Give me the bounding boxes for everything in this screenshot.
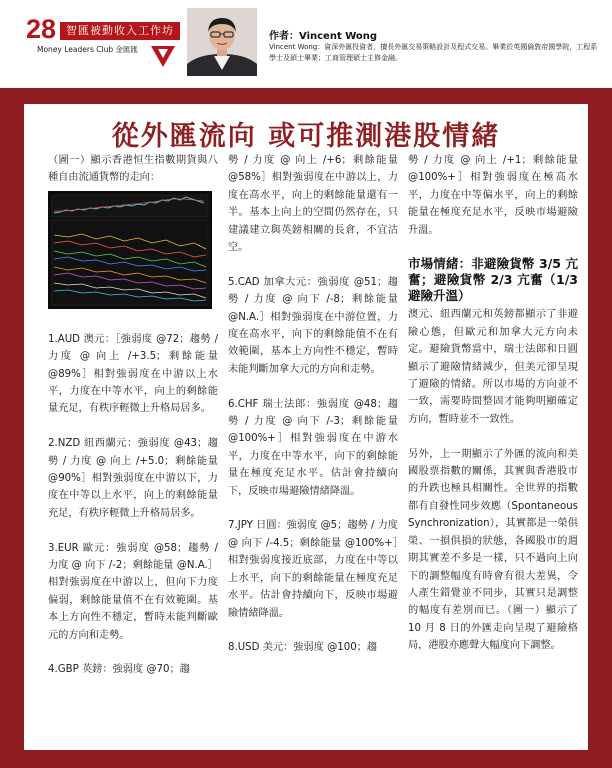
nzd-paragraph: 2.NZD 紐西蘭元：強弱度 @43；趨勢 / 力度 @ 向上 /+5.0；剩餘能量 @90%］相對強弱度在中游以下，力度在中等以上水平，向上的剩餘能量充足，有秩序輕微上升格局居多。 [48, 438, 218, 519]
synchronization-paragraph: 另外，上一期顯示了外匯的流向和美國股票指數的關係，其實與香港股市的升跌也極具相關性。全世界的指數都有自發性同步效應（Spontaneous Synchronization），其實都是一榮俱榮、一損俱損的狀態，各國股市的週期其實差不多是一樣，只不過向上向下的調整幅度有時會有很大差異，令人產生錯覺並不同步，其實只是調整的幅度有差別而已。（圖一）顯示了 10 月 8 日的外匯走向呈現了避險格局，港股亦應聲大幅度向下調整。 [408, 448, 578, 652]
author-portrait-icon [187, 8, 257, 76]
author-bio: Vincent Wong：資深外匯投資者，擅長外匯交易策略設計及程式交易。畢業於英國倫敦帝國學院，工程系學士及碩士畢業；工商管理碩士主修金融。 [269, 43, 598, 62]
page-number: 28 [26, 14, 57, 44]
market-sentiment-subtitle: 市場情緒：非避險貨幣 3/5 亢奮；避險貨幣 2/3 亢奮（1/3 避險升溫） [408, 256, 578, 304]
usd-paragraph-cont: 勢 / 力度 @ 向上 /+1；剩餘能量 @100%+］相對強弱度在極高水平，力度在中等偏水平，向上的剩餘能量在極度充足水平，反映市場避險升溫。 [408, 155, 578, 236]
forex-chart-figure [48, 191, 212, 309]
page-header [0, 0, 612, 80]
column-subtitle: Money Leaders Club 金匯匯 [37, 45, 138, 54]
gbp-paragraph-cont: 勢 / 力度 @ 向上 /+6；剩餘能量 @58%］相對強弱度在中游以上，力度在高水平，向上的剩餘能量還有一半。基本上向上的空間仍然存在，只建議建立與英鎊相關的長倉，不宜沽空。 [228, 155, 398, 254]
gbp-paragraph-start: 4.GBP 英鎊：強弱度 @70；趨 [48, 664, 190, 676]
chf-paragraph: 6.CHF 瑞士法郎：強弱度 @48；趨勢 / 力度 @ 向下 /-3；剩餘能量 @100%+］相對強弱度在中游水平，力度在中等水平，向下的剩餘能量在極度充足水平。估計會持續向下，反映市場避險情緒降溫。 [228, 398, 398, 497]
article-title: 從外匯流向 或可推測港股情緒 [111, 121, 501, 152]
brand-logo-icon [150, 43, 176, 69]
author-name: 作者：Vincent Wong [269, 31, 378, 42]
figure-intro: （圖一）顯示香港恒生指數期貨與八種自由流通貨幣的走向： [48, 155, 218, 184]
column-2 [228, 152, 398, 674]
author-photo [187, 8, 257, 76]
cad-paragraph: 5.CAD 加拿大元：強弱度 @51；趨勢 / 力度 @ 向下 /-8；剩餘能量 @N.A.］相對強弱度在中游位置，力度在高水平，向下的剩餘能值不在有效範圍，基本上方向性不穩定，暫時未能判斷加拿大元的方向和走勢。 [228, 276, 398, 375]
aud-paragraph: 1.AUD 澳元：［強弱度 @72；趨勢 / 力度 @ 向上 /+3.5；剩餘能量 @89%］相對強弱度在中游以上水平，力度在中等水平，向上的剩餘能量充足，有秩序輕微上升格局居多。 [48, 333, 218, 415]
usd-paragraph-start: 8.USD 美元：強弱度 @100；趨 [228, 642, 378, 654]
column-3 [408, 152, 578, 672]
jpy-paragraph: 7.JPY 日圓：強弱度 @5；趨勢 / 力度 @ 向下 /-4.5；剩餘能量 @100%+］相對強弱度接近底部，力度在中等以上水平，向下的剩餘能量在極度充足水平。估計會持續向下，反映市場避險情緒降溫。 [228, 520, 398, 619]
eur-paragraph: 3.EUR 歐元：強弱度 @58；趨勢 / 力度 @ 向下 /-2；剩餘能量 @N.A.］相對強弱度在中游以上，但向下力度偏弱，剩餘能量值不在有效範圍。基本上方向性不穩定，暫時未能判斷歐元的方向和走勢。 [48, 542, 218, 641]
column-name: 智匯被動收入工作坊 [60, 22, 180, 40]
sentiment-paragraph: 澳元、紐西蘭元和英鎊都顯示了非避險心態，但歐元和加拿大元方向未定。避險貨幣當中，瑞士法郎和日圓顯示了避險情緒減少，但美元卻呈現了避險的情緒。所以市場的方向並不一致，需要時間整固才能夠明顯確定方向，暫時並不一致性。 [408, 309, 578, 425]
column-1 [48, 152, 218, 696]
